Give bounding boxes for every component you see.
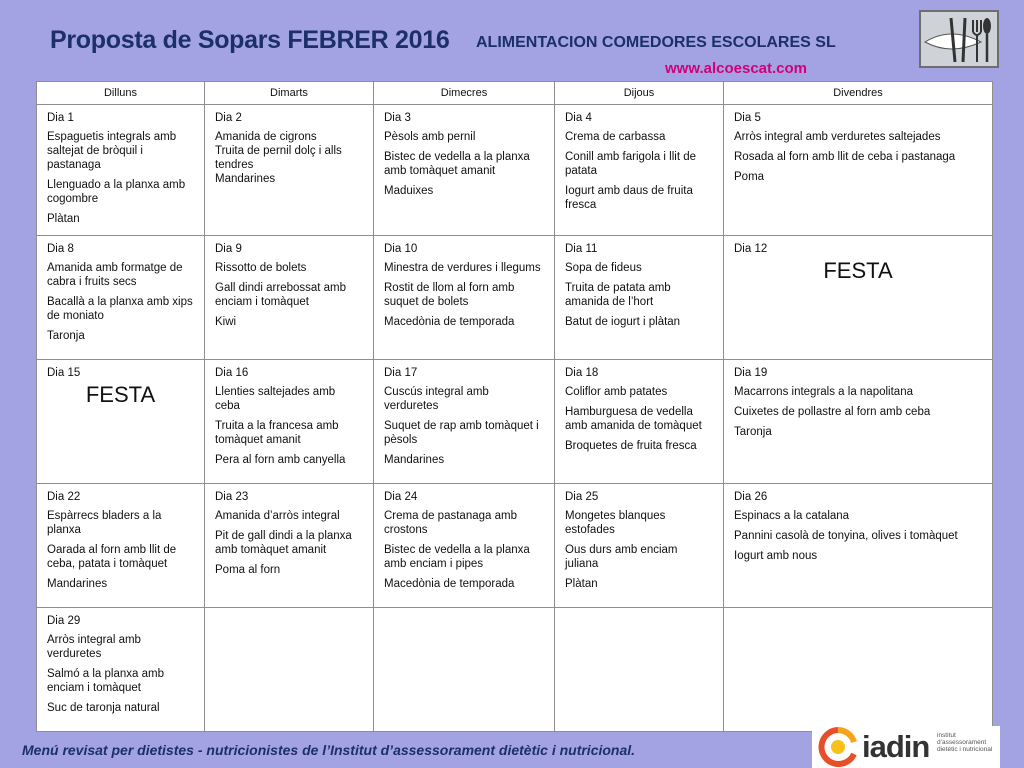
day-cell (724, 608, 993, 732)
day-label: Dia 17 (384, 367, 418, 379)
dish-item: Amanida de cigrons Truita de pernil dolç i alls tendres Mandarines (215, 131, 342, 185)
dish-item: Bistec de vedella a la planxa amb tomàquet amanit (384, 151, 530, 177)
dish-item: Taronja (734, 426, 772, 438)
dish-item: Pera al forn amb canyella (215, 454, 346, 466)
dish-item: Suquet de rap amb tomàquet i pèsols (384, 420, 539, 446)
day-cell (37, 105, 205, 236)
dish-item: Batut de iogurt i plàtan (565, 316, 681, 328)
day-cell (205, 360, 374, 484)
dish-item: Llenties saltejades amb ceba (215, 386, 336, 412)
table-header-row (37, 82, 993, 105)
dish-item: Cuscús integral amb verduretes (384, 386, 489, 412)
table-row (37, 236, 993, 360)
day-cell (374, 105, 555, 236)
day-cell (205, 236, 374, 360)
day-cell (555, 105, 724, 236)
dish-item: Crema de carbassa (565, 131, 666, 143)
company-name: ALIMENTACION COMEDORES ESCOLARES SL (476, 34, 836, 51)
dish-item: Plàtan (565, 578, 598, 590)
dish-item: Espaguetis integrals amb saltejat de bròquil i pastanaga (47, 131, 177, 171)
day-cell (37, 236, 205, 360)
day-label: Dia 2 (215, 112, 242, 124)
dish-item: Truita de patata amb amanida de l’hort (565, 282, 671, 308)
table-row (37, 608, 993, 732)
day-label: Dia 10 (384, 243, 418, 255)
day-label: Dia 24 (384, 491, 418, 503)
dish-item: Rosada al forn amb llit de ceba i pastanaga (734, 151, 956, 163)
dish-item: Ous durs amb enciam juliana (565, 544, 678, 570)
day-label: Dia 29 (47, 615, 81, 627)
dish-item: Amanida amb formatge de cabra i fruits secs (47, 262, 183, 288)
dish-item: Arròs integral amb verduretes (47, 634, 141, 660)
day-label: Dia 11 (565, 243, 598, 255)
dish-item: Espinacs a la catalana (734, 510, 850, 522)
dish-item: Pannini casolà de tonyina, olives i tomàquet (734, 530, 958, 542)
dish-item: Cuixetes de pollastre al forn amb ceba (734, 406, 931, 418)
day-cell (205, 484, 374, 608)
dish-item: Kiwi (215, 316, 237, 328)
day-cell (205, 105, 374, 236)
dish-item: Crema de pastanaga amb crostons (384, 510, 517, 536)
dish-item: Maduixes (384, 185, 434, 197)
cutlery-icon (921, 12, 997, 66)
dish-item: Plàtan (47, 213, 80, 225)
day-label: Dia 9 (215, 243, 242, 255)
day-label: Dia 16 (215, 367, 249, 379)
dish-item: Llenguado a la planxa amb cogombre (47, 179, 186, 205)
day-cell (555, 608, 724, 732)
day-label: Dia 4 (565, 112, 592, 124)
dish-item: Broquetes de fruita fresca (565, 440, 697, 452)
dish-item: Arròs integral amb verduretes saltejades (734, 131, 941, 143)
day-label: Dia 15 (47, 367, 81, 379)
day-cell (37, 360, 205, 484)
day-label: Dia 12 (734, 243, 768, 255)
dish-item: Conill amb farigola i llit de patata (565, 151, 697, 177)
table-row (37, 484, 993, 608)
holiday-label: FESTA (823, 258, 893, 283)
iadin-logo-icon (816, 726, 860, 768)
day-label: Dia 3 (384, 112, 411, 124)
day-cell (205, 608, 374, 732)
dish-item: Mongetes blanques estofades (565, 510, 666, 536)
website-link[interactable]: www.alcoescat.com (665, 60, 808, 77)
dish-item: Mandarines (47, 578, 108, 590)
day-cell (724, 105, 993, 236)
dish-item: Macedònia de temporada (384, 316, 515, 328)
dish-item: Coliflor amb patates (565, 386, 668, 398)
dish-item: Salmó a la planxa amb enciam i tomàquet (47, 668, 164, 694)
footer-note: Menú revisat per dietistes - nutricionistes de l’Institut d’assessorament dietètic i nutricional. (22, 742, 636, 758)
day-cell (724, 236, 993, 360)
iadin-logo (812, 726, 1000, 768)
day-cell (555, 236, 724, 360)
dinner-menu-table (36, 81, 993, 732)
dish-item: Taronja (47, 330, 85, 342)
cutlery-logo-icon (919, 10, 999, 68)
dish-item: Iogurt amb nous (734, 550, 818, 562)
dish-item: Truita a la francesa amb tomàquet amanit (215, 420, 339, 446)
dish-item: Minestra de verdures i llegums (384, 262, 541, 274)
dish-item: Bacallà a la planxa amb xips de moniato (47, 296, 193, 322)
dish-item: Gall dindi arrebossat amb enciam i tomàquet (215, 282, 347, 308)
day-label: Dia 26 (734, 491, 768, 503)
dish-item: Sopa de fideus (565, 262, 642, 274)
day-cell (37, 608, 205, 732)
iadin-logo-text: iadin (862, 729, 930, 764)
dish-item: Macarrons integrals a la napolitana (734, 386, 913, 398)
dish-item: Suc de taronja natural (47, 702, 160, 714)
dish-item: Poma al forn (215, 564, 281, 576)
column-header: Dijous (555, 82, 724, 105)
day-label: Dia 23 (215, 491, 249, 503)
day-cell (724, 360, 993, 484)
dish-item: Bistec de vedella a la planxa amb enciam i pipes (384, 544, 530, 570)
holiday-label: FESTA (85, 382, 156, 407)
dish-item: Macedònia de temporada (384, 578, 515, 590)
dish-item: Pit de gall dindi a la planxa amb tomàquet amanit (215, 530, 352, 556)
day-label: Dia 25 (565, 491, 599, 503)
day-label: Dia 1 (47, 112, 74, 124)
iadin-logo-subtitle: institut d’assessorament dietètic i nutricional (937, 732, 993, 753)
column-header: Dilluns (37, 82, 205, 105)
day-cell (555, 360, 724, 484)
column-header: Divendres (724, 82, 993, 105)
dish-item: Pèsols amb pernil (384, 131, 476, 143)
table-row (37, 360, 993, 484)
dish-item: Poma (734, 171, 765, 183)
dish-item: Hamburguesa de vedella amb amanida de tomàquet (565, 406, 702, 432)
day-cell (374, 360, 555, 484)
dish-item: Iogurt amb daus de fruita fresca (565, 185, 693, 211)
day-cell (724, 484, 993, 608)
day-label: Dia 19 (734, 367, 768, 379)
dish-item: Amanida d’arròs integral (215, 510, 340, 522)
day-label: Dia 18 (565, 367, 599, 379)
day-label: Dia 5 (734, 112, 761, 124)
page-title: Proposta de Sopars FEBRER 2016 (50, 26, 450, 54)
dish-item: Rissotto de bolets (215, 262, 307, 274)
day-cell (374, 484, 555, 608)
day-label: Dia 22 (47, 491, 81, 503)
table-row (37, 105, 993, 236)
day-cell (555, 484, 724, 608)
day-cell (374, 608, 555, 732)
dish-item: Oarada al forn amb llit de ceba, patata i tomàquet (47, 544, 177, 570)
day-cell (374, 236, 555, 360)
day-cell (37, 484, 205, 608)
dish-item: Rostit de llom al forn amb suquet de bolets (384, 282, 515, 308)
day-label: Dia 8 (47, 243, 74, 255)
column-header: Dimarts (205, 82, 374, 105)
dish-item: Espàrrecs bladers a la planxa (47, 510, 162, 536)
column-header: Dimecres (374, 82, 555, 105)
dish-item: Mandarines (384, 454, 445, 466)
